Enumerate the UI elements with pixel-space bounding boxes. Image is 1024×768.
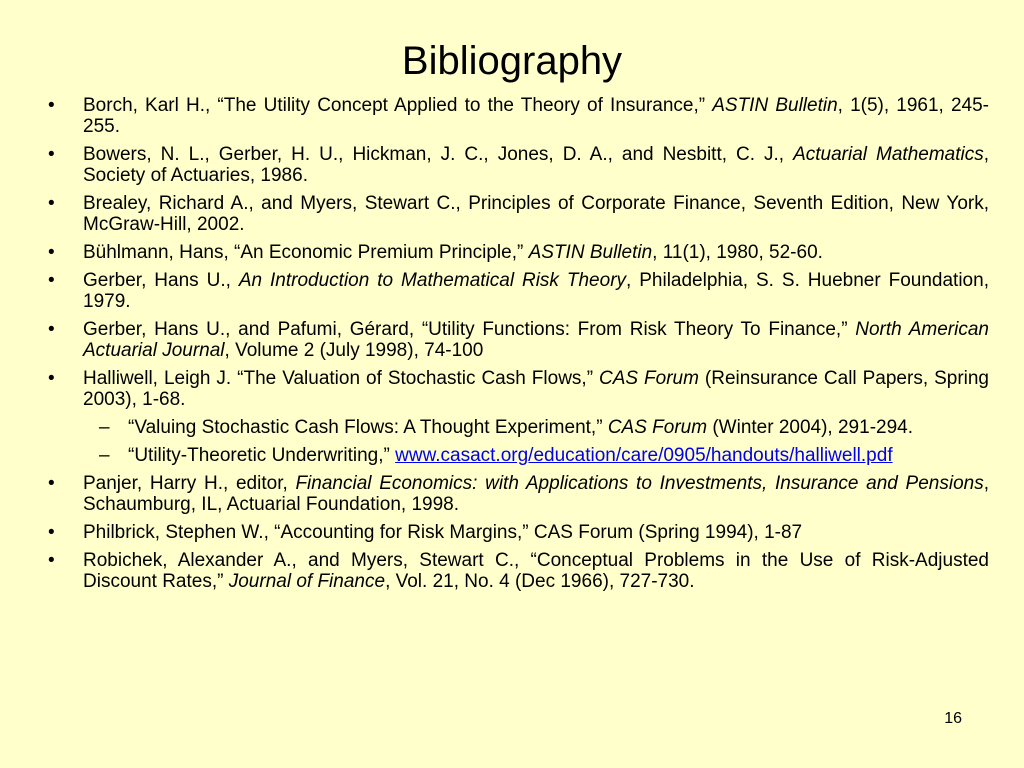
bullet-point: • (48, 242, 55, 263)
citation-text: , Volume 2 (July 1998), 74-100 (224, 340, 484, 361)
page-title: Bibliography (401, 39, 623, 83)
citation-text: Brealey, Richard A., and Myers, Stewart C., Principles of Corporate Finance, Seventh Edition, New York, McGraw-Hill, 2002. (83, 193, 989, 235)
citation-text: Borch, Karl H., “The Utility Concept Applied to the Theory of Insurance,” (83, 95, 713, 116)
handout-link[interactable]: www.casact.org/education/care/0905/handouts/halliwell.pdf (395, 445, 893, 466)
citation-text: Halliwell, Leigh J. “The Valuation of Stochastic Cash Flows,” (83, 368, 599, 389)
citation-text: , Philadelphia, S. S. Huebner Foundation, 1979. (83, 270, 989, 312)
citation-text: Gerber, Hans U., (83, 270, 239, 291)
bibliography-entry (48, 368, 989, 410)
bullet-point: • (48, 193, 55, 214)
bullet-point: • (48, 473, 55, 494)
dash-bullet: – (99, 417, 110, 438)
italic-title: Journal of Finance (228, 571, 386, 592)
page-number: 16 (944, 710, 962, 727)
citation-text: “Utility-Theoretic Underwriting,” (128, 445, 396, 466)
citation-text: , Schaumburg, IL, Actuarial Foundation, 1998. (83, 473, 989, 515)
citation-text: , Society of Actuaries, 1986. (83, 144, 990, 186)
citation-text: Bowers, N. L., Gerber, H. U., Hickman, J. C., Jones, D. A., and Nesbitt, C. J., (83, 144, 794, 165)
bullet-point: • (48, 319, 55, 340)
citation-text: Robichek, Alexander A., and Myers, Stewart C., “Conceptual Problems in the Use of Risk-Adjusted Discount Rates,” (83, 550, 989, 592)
italic-title: Financial Economics: with Applications to Investments, Insurance and Pensions (295, 473, 984, 494)
bibliography-entry (48, 242, 989, 263)
sub-bibliography-entry (48, 417, 989, 438)
citation-text: “Valuing Stochastic Cash Flows: A Thought Experiment,” (128, 417, 608, 438)
bibliography-entry (48, 95, 989, 137)
bullet-point: • (48, 144, 55, 165)
bullet-point: • (48, 95, 55, 116)
bibliography-entry (48, 270, 989, 312)
bullet-point: • (48, 368, 55, 389)
italic-title: CAS Forum (599, 368, 699, 389)
bullet-point: • (48, 270, 55, 291)
citation-text: , Vol. 21, No. 4 (Dec 1966), 727-730. (385, 571, 695, 592)
italic-title: CAS Forum (607, 417, 708, 438)
dash-bullet: – (99, 445, 110, 466)
italic-title: North American Actuarial Journal (83, 319, 989, 361)
bibliography-entry (48, 144, 989, 186)
italic-title: ASTIN Bulletin (528, 242, 653, 263)
italic-title: An Introduction to Mathematical Risk Theory (238, 270, 627, 291)
italic-title: Actuarial Mathematics (793, 144, 984, 165)
bibliography-list (48, 95, 989, 599)
bibliography-entry (48, 550, 989, 592)
bibliography-entry (48, 193, 989, 235)
bibliography-entry (48, 473, 989, 515)
citation-text: (Winter 2004), 291-294. (707, 417, 914, 438)
bibliography-entry (48, 522, 989, 543)
bullet-point: • (48, 550, 55, 571)
citation-text: , 11(1), 1980, 52-60. (652, 242, 823, 263)
sub-bibliography-entry (48, 445, 989, 466)
citation-text: Philbrick, Stephen W., “Accounting for Risk Margins,” CAS Forum (Spring 1994), 1-87 (83, 522, 803, 543)
citation-text: Bühlmann, Hans, “An Economic Premium Principle,” (83, 242, 529, 263)
bullet-point: • (48, 522, 55, 543)
citation-text: , 1(5), 1961, 245-255. (83, 95, 989, 137)
citation-text: Panjer, Harry H., editor, (83, 473, 296, 494)
italic-title: ASTIN Bulletin (712, 95, 838, 116)
citation-text: (Reinsurance Call Papers, Spring 2003), 1-68. (83, 368, 989, 410)
citation-text: Gerber, Hans U., and Pafumi, Gérard, “Utility Functions: From Risk Theory To Finance,” (83, 319, 856, 340)
bibliography-entry (48, 319, 989, 361)
